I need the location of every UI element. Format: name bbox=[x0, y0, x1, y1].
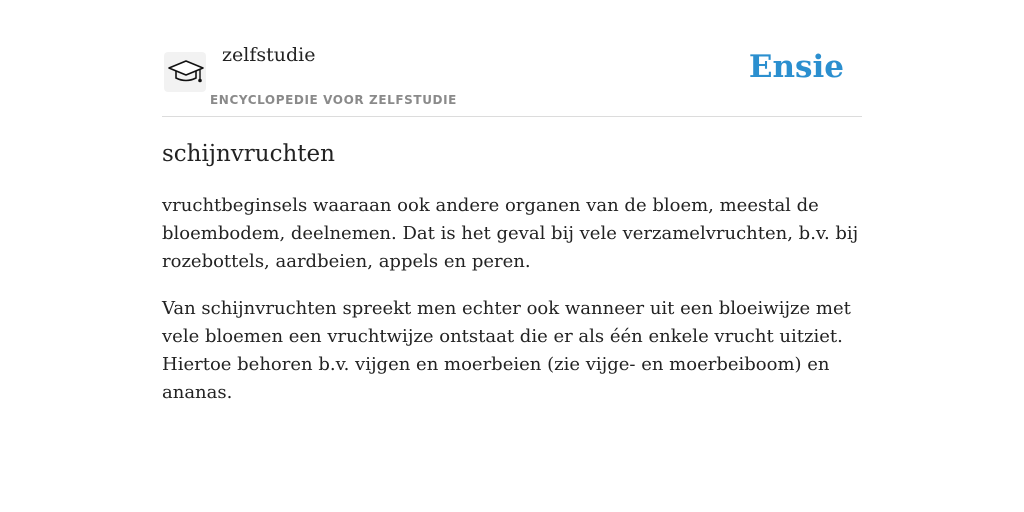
article bbox=[162, 138, 862, 407]
page-title: schijnvruchten bbox=[162, 141, 335, 167]
site-tagline: ENCYCLOPEDIE VOOR ZELFSTUDIE bbox=[210, 93, 457, 107]
graduation-cap-icon[interactable] bbox=[164, 52, 206, 92]
article-paragraph: Van schijnvruchten spreekt men echter ook wanneer uit een bloeiwijze met vele bloemen een vruchtwijze ontstaat die er als één enkele vrucht uitziet. Hiertoe behoren b.v. vijgen en moerbeien (zie vijge- en moerbeiboom) en ananas. bbox=[162, 298, 851, 403]
site-header bbox=[162, 0, 862, 117]
article-paragraph: vruchtbeginsels waaraan ook andere organen van de bloem, meestal de bloembodem, deelnemen. Dat is het geval bij vele verzamelvruchten, b.v. bij rozebottels, aardbeien, appels en peren. bbox=[162, 195, 859, 272]
site-name[interactable]: zelfstudie bbox=[222, 44, 316, 66]
brand-logo[interactable]: Ensie bbox=[748, 49, 844, 85]
